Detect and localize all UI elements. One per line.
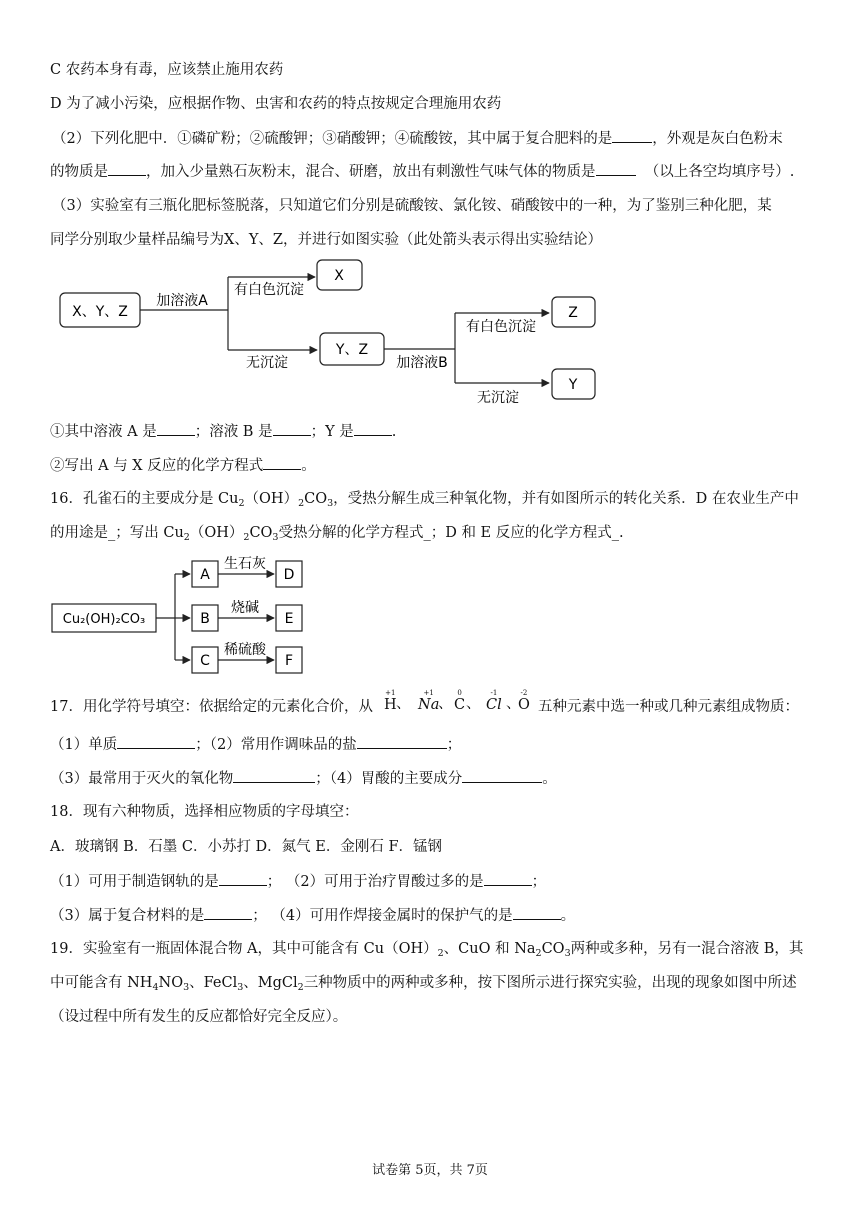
option-c: C 农药本身有毒，应该禁止施用农药 — [50, 62, 284, 78]
q19-line3: （设过程中所有发生的反应都恰好完全反应）。 — [50, 1009, 348, 1025]
answer-blank[interactable] — [108, 161, 146, 176]
label-dilute-acid: 稀硫酸 — [224, 642, 266, 658]
q15-part3-line2: 同学分别取少量样品编号为X、Y、Z，并进行如图实验（此处箭头表示得出实验结论） — [50, 232, 602, 248]
box-xyz-label: X、Y、Z — [72, 304, 128, 320]
valence-element — [486, 689, 502, 713]
q15-part3-sub2: ②写出 A 与 X 反应的化学方程式 。 — [50, 455, 316, 476]
answer-blank[interactable] — [354, 421, 392, 436]
label-no-ppt-1: 无沉淀 — [246, 355, 288, 371]
answer-blank[interactable] — [596, 161, 636, 176]
box-y-label: Y — [568, 377, 578, 393]
q17-stem-end: 五种元素中选一种或几种元素组成物质： — [538, 699, 799, 715]
box-a-label: A — [200, 567, 210, 583]
answer-blank[interactable] — [357, 734, 447, 749]
q15-part3-line1: （3）实验室有三瓶化肥标签脱落，只知道它们分别是硫酸铵、氯化铵、硝酸铵中的一种，为了鉴别三种化肥，某 — [52, 198, 772, 214]
answer-blank[interactable] — [263, 455, 301, 470]
label-quicklime: 生石灰 — [224, 556, 266, 572]
label-caustic-soda: 烧碱 — [231, 600, 259, 616]
answer-blank[interactable] — [219, 871, 267, 886]
answer-blank[interactable] — [462, 768, 542, 783]
label-white-ppt-2: 有白色沉淀 — [466, 319, 536, 335]
answer-blank[interactable] — [157, 421, 195, 436]
box-c-label: C — [200, 653, 210, 669]
answer-blank[interactable] — [513, 905, 561, 920]
label-no-ppt-2: 无沉淀 — [477, 390, 519, 406]
answer-blank[interactable] — [484, 871, 532, 886]
fertilizer-flow-diagram — [55, 255, 615, 415]
valence-symbol: Na — [418, 697, 440, 713]
q16-line2: 的用途是_；写出 $Cu_2(OH)_2CO_3$受热分解的化学方程式_；D 和 E 反应的化学方程式_. — [50, 525, 624, 543]
valence-separator: 、 — [466, 696, 481, 712]
valence-element — [518, 689, 530, 713]
valence-charge: 0 — [457, 689, 462, 697]
answer-blank[interactable] — [204, 905, 252, 920]
valence-charge: +1 — [423, 689, 434, 697]
q18-sub1: （1）可用于制造钢轨的是 ； （2）可用于治疗胃酸过多的是 ； — [50, 871, 546, 892]
q19-line1: 19．实验室有一瓶固体混合物 A，其中可能含有 $Cu(OH)_2$、CuO 和 $Na_2CO_3$两种或多种，另有一混合溶液 B，其 — [50, 941, 804, 959]
answer-blank[interactable] — [233, 768, 315, 783]
valence-symbol: H — [384, 697, 397, 713]
label-white-ppt-1: 有白色沉淀 — [234, 282, 304, 298]
q18-options: A．玻璃钢 B．石墨 C．小苏打 D．氮气 E．金刚石 F．锰钢 — [50, 839, 443, 855]
q15-part2-line2: 的物质是 ，加入少量熟石灰粉末，混合、研磨，放出有刺激性气味气体的物质是 （以上各空均填序号）. — [50, 161, 794, 182]
answer-blank[interactable] — [273, 421, 311, 436]
box-b-label: B — [200, 611, 210, 627]
valence-symbol: O — [518, 697, 530, 713]
valence-separator: 、 — [396, 696, 411, 712]
page-footer: 试卷第 5页，共 7页 — [372, 1163, 488, 1178]
q16-line1: 16．孔雀石的主要成分是 $Cu_2(OH)_2CO_3$，受热分解生成三种氧化物，并有如图所示的转化关系．D 在农业生产中 — [50, 491, 799, 509]
valence-symbol: C — [454, 697, 466, 713]
box-yz-label: Y、Z — [335, 342, 369, 358]
q17-sub2: （3）最常用于灭火的氧化物 ；（4）胃酸的主要成分 。 — [50, 768, 557, 789]
q17-sub1: （1）单质 ；（2）常用作调味品的盐 ； — [50, 734, 461, 755]
q15-part2-line1: （2）下列化肥中．①磷矿粉；②硫酸钾；③硝酸钾；④硫酸铵，其中属于复合肥料的是 ，外观是灰白色粉末 — [52, 128, 783, 149]
valence-element — [454, 689, 465, 713]
q18-stem: 18．现有六种物质，选择相应物质的字母填空： — [50, 804, 359, 820]
answer-blank[interactable] — [117, 734, 195, 749]
step-add-solution-a: 加溶液A — [156, 293, 208, 309]
valence-symbol: Cl — [486, 697, 502, 713]
box-d-label: D — [283, 567, 295, 583]
valence-element — [418, 689, 439, 713]
valence-charge: -1 — [490, 689, 498, 697]
valence-charge: +1 — [385, 689, 396, 697]
box-x-label: X — [334, 268, 344, 284]
box-f-label: F — [284, 653, 294, 669]
valence-separator: 、 — [506, 696, 521, 712]
q18-sub2: （3）属于复合材料的是 ； （4）可用作焊接金属时的保护气的是 。 — [50, 905, 575, 926]
step-add-solution-b: 加溶液B — [396, 355, 448, 371]
box-e-label: E — [284, 611, 294, 627]
option-d: D 为了减小污染，应根据作物、虫害和农药的特点按规定合理施用农药 — [50, 96, 502, 112]
answer-blank[interactable] — [612, 128, 652, 143]
q17-stem: 17．用化学符号填空：依据给定的元素化合价，从 — [50, 699, 373, 715]
box-z-label: Z — [568, 305, 578, 321]
malachite-diagram — [50, 552, 320, 680]
valence-separator: 、 — [438, 696, 453, 712]
valence-element — [384, 689, 397, 713]
valence-elements — [384, 689, 544, 719]
q19-line2: 中可能含有 $NH_4NO_3$、FeCl$_3$、MgCl$_2$三种物质中的两种或多种，按下图所示进行探究实验，出现的现象如图中所述 — [50, 975, 797, 993]
box-malachite-label: Cu₂(OH)₂CO₃ — [62, 612, 146, 627]
valence-charge: -2 — [520, 689, 528, 697]
q15-part3-sub1: ①其中溶液 A 是 ；溶液 B 是 ；Y 是 . — [50, 421, 396, 442]
